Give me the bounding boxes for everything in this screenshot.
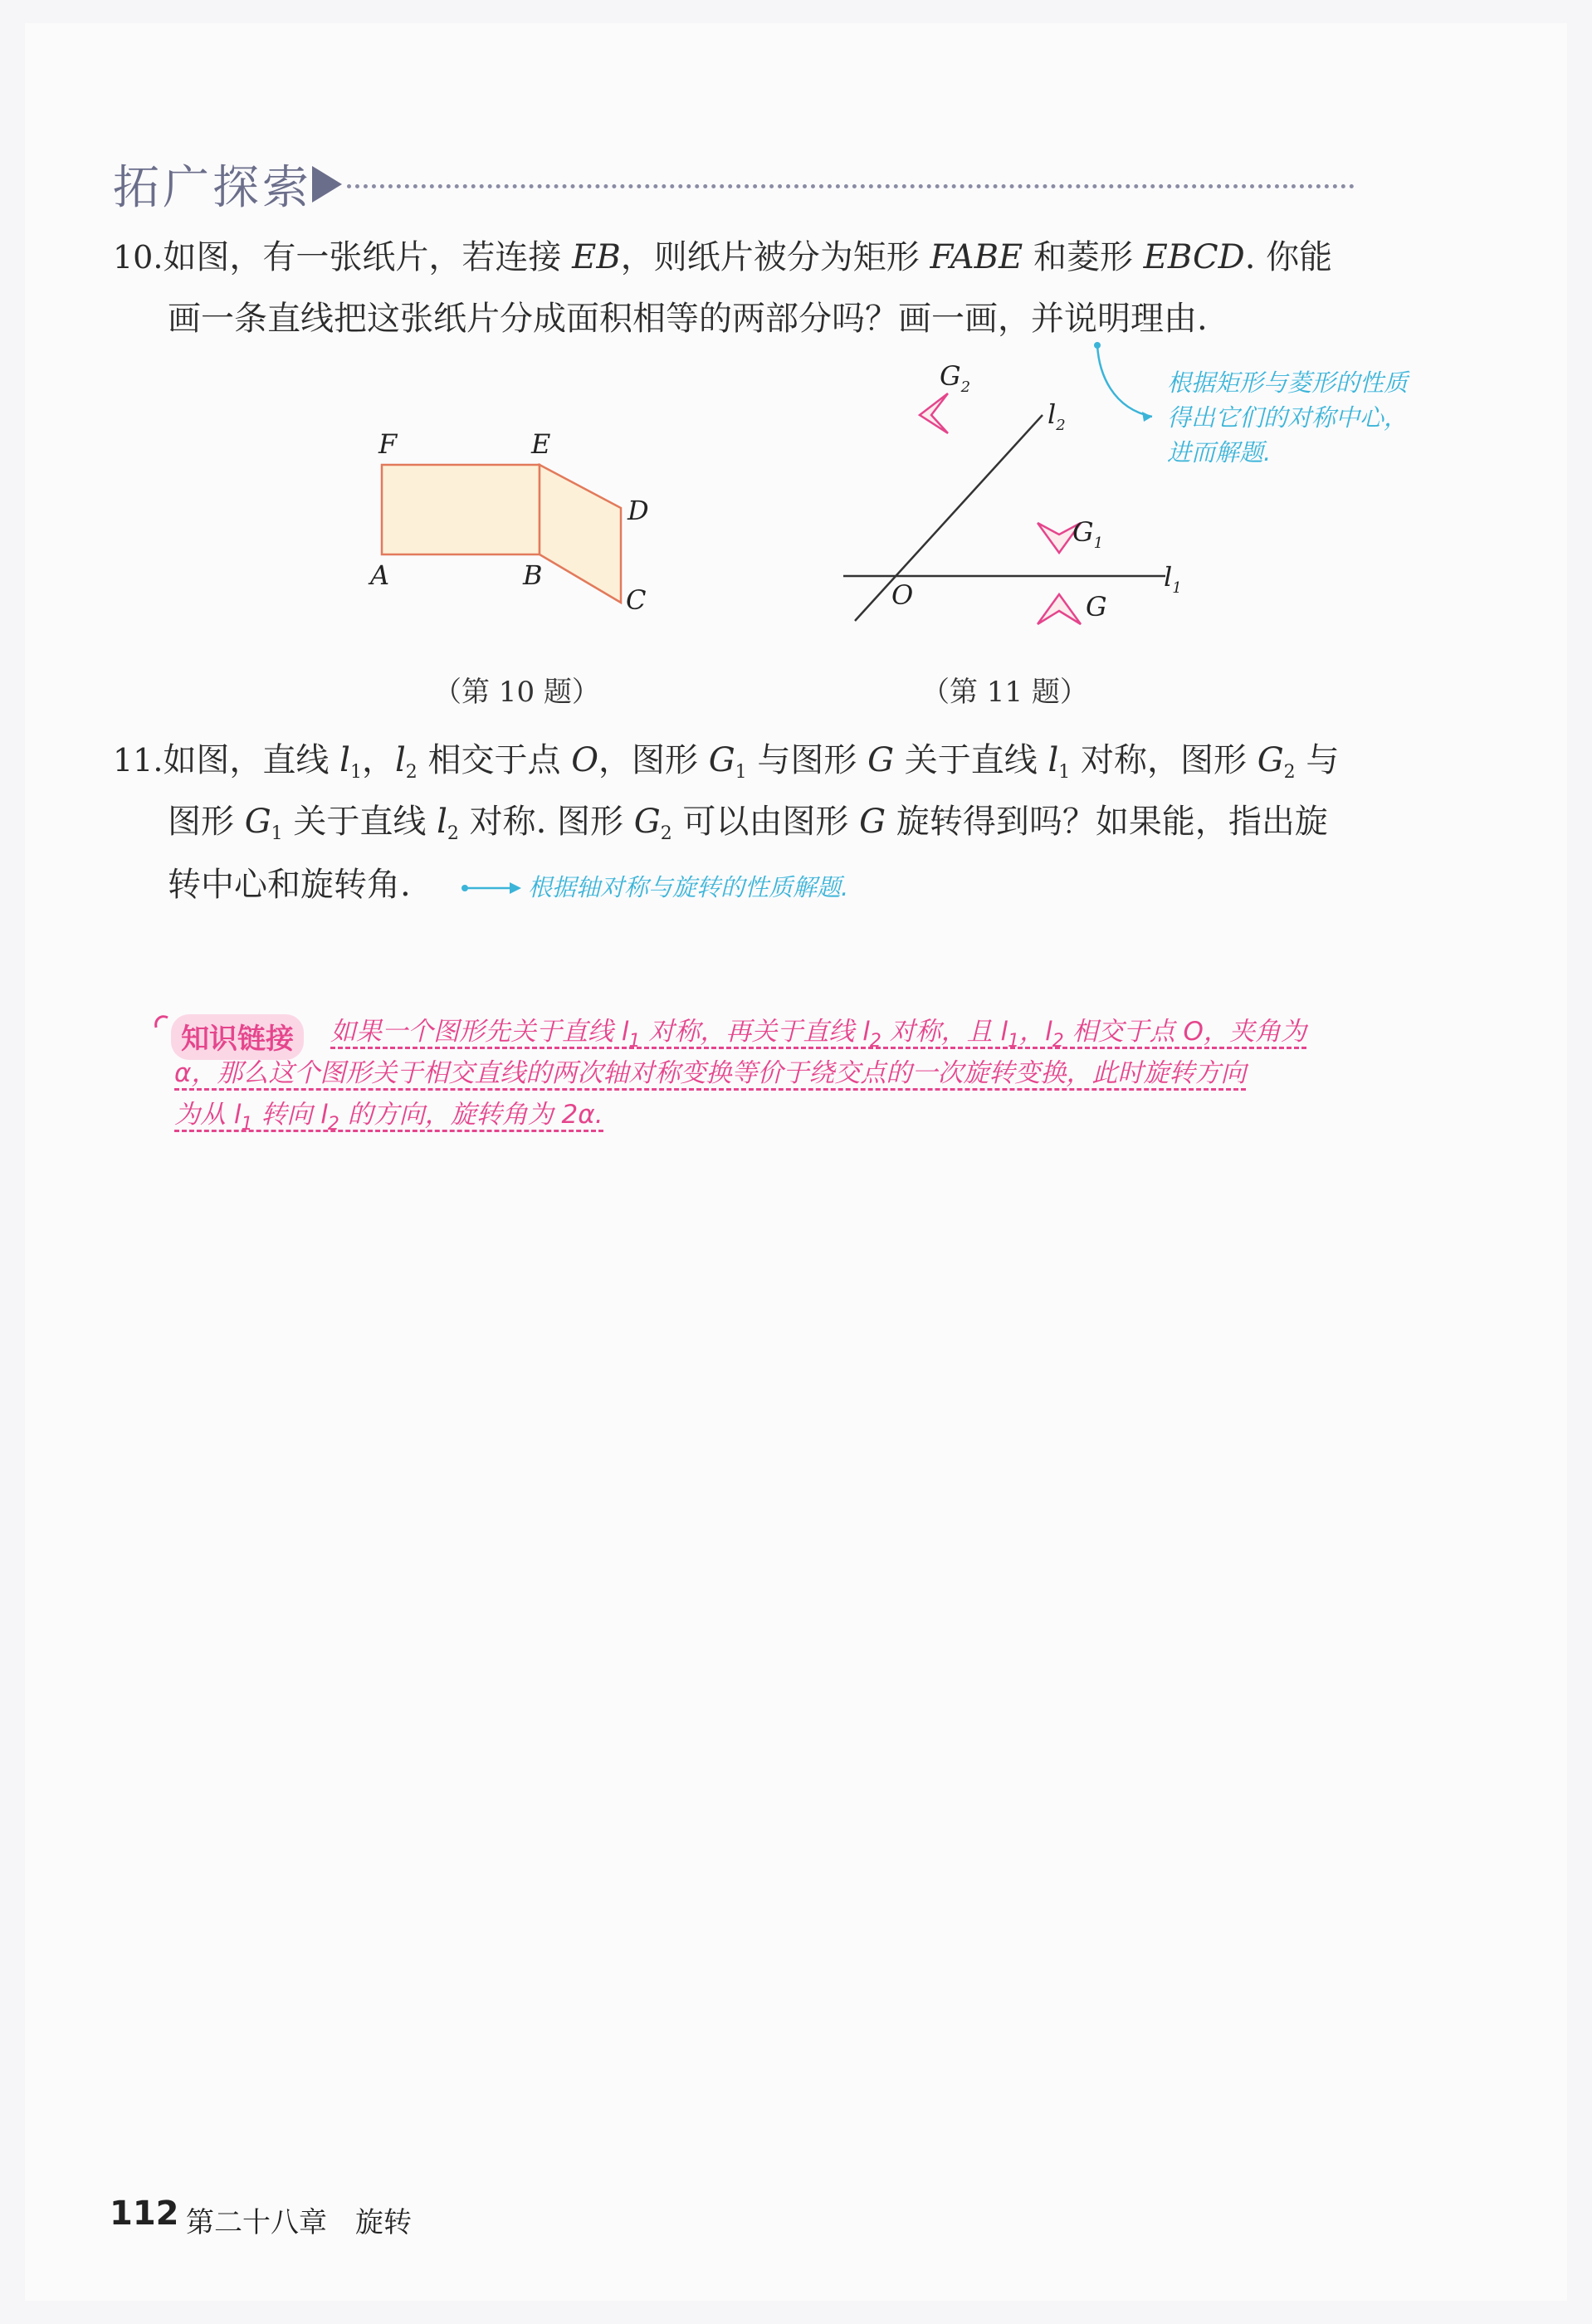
label-B: B [523,559,543,591]
hint-11-arrow-icon [460,878,525,898]
knowledge-line3: 为从 $l_1$ 转向 $l_2$ 的方向，旋转角为 2α. [174,1100,603,1135]
section-arrow-icon [312,166,342,203]
figure-10 [349,415,697,631]
knowledge-link-badge: 知识链接 [171,1014,304,1060]
figure-10-caption: （第 10 题） [433,676,600,709]
question-10-line2: 画一条直线把这张纸片分成面积相等的两部分吗？画一画，并说明理由. [168,300,1208,338]
section-title: 拓广探索 [113,161,312,215]
label-l2: $l_2$ [1047,398,1066,434]
label-O: O [891,579,914,611]
label-G2: $G_2$ [940,360,971,396]
page-number: 112 [110,2195,179,2233]
figure-g [1038,594,1081,624]
section-divider [347,184,1355,188]
label-F: F [378,428,398,460]
question-number: 10. [113,239,164,276]
label-l1: $l_1$ [1164,561,1182,597]
hint-10-arrow-icon [1087,340,1162,423]
question-number: 11. [113,742,164,779]
hint-11: 根据轴对称与旋转的性质解题. [528,873,849,901]
question-11-line3: 转中心和旋转角. [168,866,411,904]
line-l2 [855,415,1043,621]
label-C: C [626,584,647,616]
rhombus-ebcd [540,465,621,603]
hint-10: 根据矩形与菱形的性质 得出它们的对称中心， 进而解题. [1167,369,1409,466]
label-G1: $G_1$ [1072,516,1104,552]
knowledge-line2: α，那么这个图形关于相交直线的两次轴对称变换等价于绕交点的一次旋转变换，此时旋转方向 [174,1052,1246,1094]
question-11-line2: 图形 $G_1$ 关于直线 $l_2$ 对称. 图形 $G_2$ 可以由图形 G 旋转得到吗？如果能，指出旋 [168,803,1328,844]
figure-g2 [920,393,948,433]
curl-icon [153,1013,171,1031]
chapter-title: 第二十八章 旋转 [186,2206,412,2239]
question-11-line1: 11.如图，直线 $l_1$，$l_2$ 相交于点 O，图形 $G_1$ 与图形 G 关于直线 $l_1$ 对称，图形 $G_2$ 与 [113,741,1340,783]
rectangle-fabe [382,465,540,554]
label-D: D [628,495,649,526]
label-E: E [531,428,551,460]
question-10-line1: 10.如图，有一张纸片，若连接 EB，则纸片被分为矩形 FABE 和菱形 EBCD. 你能 [113,238,1333,276]
label-A: A [370,559,390,591]
figure-11-caption: （第 11 题） [921,676,1088,709]
knowledge-line1: 如果一个图形先关于直线 $l_1$ 对称，再关于直线 $l_2$ 对称，且 $l_1$，$l_2$ 相交于点 O，夹角为 [330,1017,1306,1052]
label-G: G [1086,591,1107,622]
